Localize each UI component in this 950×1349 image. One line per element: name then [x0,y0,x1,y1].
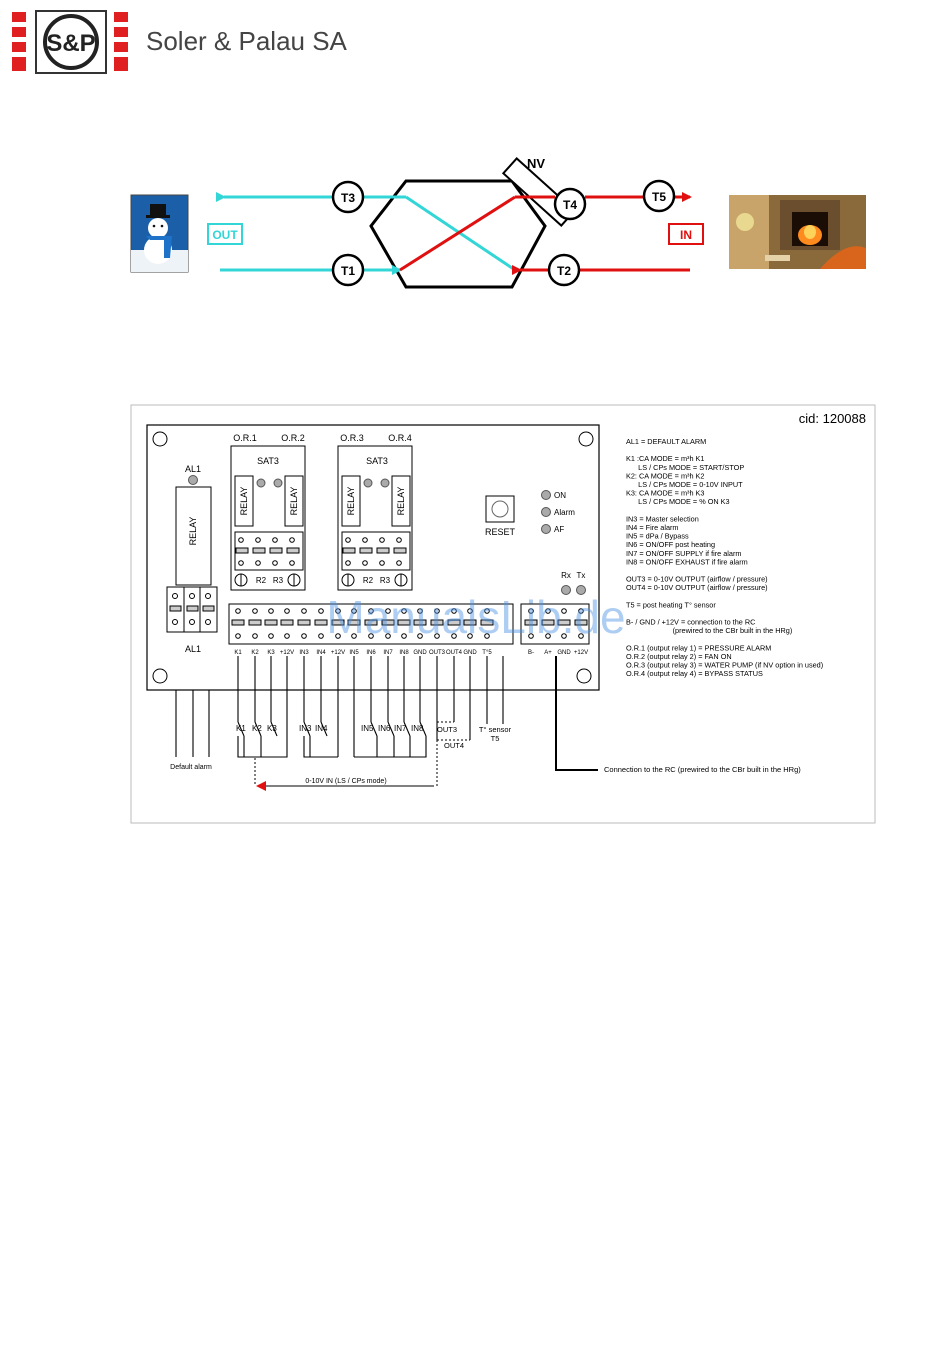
legend-line: O.R.4 (output relay 4) = BYPASS STATUS [626,669,763,679]
sensor-label: T° sensor [478,725,512,734]
watermark: ManualsLib.de [326,591,626,643]
cid-label: cid: 120088 [798,411,866,426]
terminal-label: OUT4 [445,650,463,656]
legend-line: K1 :CA MODE = m³h K1 [626,454,705,464]
sensor-t4 [555,189,585,219]
legend-line: IN6 = ON/OFF post heating [626,540,716,550]
terminal-label: IN7 [383,650,393,656]
terminal-label: IN3 [299,650,309,656]
legend-line: LS / CPs MODE = START/STOP [626,462,745,472]
legend-line: (prewired to the CBr built in the HRg) [626,626,793,636]
or2-label: O.R.2 [281,433,305,443]
or3-label: O.R.3 [340,433,364,443]
legend-line: OUT3 = 0-10V OUTPUT (airflow / pressure) [626,574,768,584]
svg-text:K1: K1 [236,724,246,733]
terminal-label: B- [528,650,534,656]
sensor-t1 [333,255,363,285]
logo-text: S&P [46,30,96,57]
terminal-clamp [298,620,310,625]
legend-line: IN4 = Fire alarm [626,523,679,532]
company-logo [12,11,128,73]
terminal-label: IN8 [399,650,409,656]
terminal-label: A+ [544,650,552,656]
svg-text:T3: T3 [340,191,356,205]
legend-line: K2: CA MODE = m³h K2 [626,471,705,481]
sensor-t5-label: T5 [490,734,500,743]
terminal-clamp [281,620,293,625]
legend-line: IN8 = ON/OFF EXHAUST if fire alarm [626,557,748,567]
terminal-clamp [315,620,327,625]
svg-text:IN3: IN3 [299,724,312,733]
out3-wiring-label: OUT3 [436,725,458,734]
legend-line: O.R.2 (output relay 2) = FAN ON [626,652,732,661]
svg-text:RELAY: RELAY [346,486,356,516]
terminal-label: GND [463,650,477,656]
svg-text:IN8: IN8 [411,724,424,733]
terminal-label: IN5 [349,650,359,656]
svg-text:K2: K2 [252,724,262,733]
nv-label: NV [527,156,546,171]
legend-line: LS / CPs MODE = % ON K3 [626,497,730,507]
sensor-t2 [549,255,579,285]
terminal-label: OUT3 [428,650,446,656]
terminal-clamp [249,620,261,625]
or4-label: O.R.4 [388,433,412,443]
svg-text:R3: R3 [272,576,284,585]
svg-text:RELAY: RELAY [239,486,249,516]
terminal-label: +12V [330,650,346,656]
legend-line: T5 = post heating T° sensor [626,600,716,610]
terminal-label: T°5 [482,650,492,656]
svg-text:T5: T5 [651,190,667,204]
legend-line: IN5 = dPa / Bypass [626,531,689,541]
terminal-clamp [265,620,277,625]
input-range-label: 0-10V IN (LS / CPs mode) [305,778,387,785]
snowman-image [131,195,188,272]
rc-connection-label: Connection to the RC (prewired to the CBr built in the HRg) [604,765,801,774]
legend-line: IN3 = Master selection [626,514,699,524]
default-alarm-label: Default alarm [170,764,212,771]
terminal-label: GND [413,650,427,656]
legend-line: O.R.1 (output relay 1) = PRESSURE ALARM [626,643,772,653]
reset-label: RESET [484,527,516,537]
led-alarm-label: Alarm [554,508,575,517]
out-label: OUT [212,228,238,242]
svg-text:RELAY: RELAY [289,486,299,516]
svg-text:R2: R2 [255,576,267,585]
terminal-clamp [232,620,244,625]
in-label: IN [680,228,692,242]
terminal-label: K1 [234,650,242,656]
svg-text:IN5: IN5 [361,724,374,733]
terminal-label: IN4 [316,650,326,656]
led-af-label: AF [554,525,565,534]
svg-text:IN7: IN7 [394,724,407,733]
al1-relay-label: RELAY [188,516,198,546]
legend-line: K3: CA MODE = m³h K3 [626,488,705,498]
svg-text:R3: R3 [379,576,391,585]
company-name: Soler & Palau SA [146,26,347,56]
legend-line: OUT4 = 0-10V OUTPUT (airflow / pressure) [626,583,768,593]
terminal-label: K3 [267,650,275,656]
svg-text:T4: T4 [562,198,578,212]
terminal-label: +12V [573,650,589,656]
sat3-label-1: SAT3 [257,456,279,466]
sat3-label-2: SAT3 [366,456,388,466]
rx-label: Rx [561,571,571,580]
or1-label: O.R.1 [233,433,257,443]
board-diagram [131,405,875,823]
svg-text:T1: T1 [340,264,356,278]
svg-text:R2: R2 [362,576,374,585]
legend-line: AL1 = DEFAULT ALARM [626,437,707,446]
out4-wiring-label: OUT4 [443,741,465,750]
terminal-label: IN6 [366,650,376,656]
sensor-t5 [644,181,674,211]
al1-top-label: AL1 [184,464,202,474]
svg-text:K3: K3 [267,724,277,733]
svg-text:T2: T2 [556,264,572,278]
legend-line: IN7 = ON/OFF SUPPLY if fire alarm [626,548,742,558]
al1-bottom-label: AL1 [184,644,202,654]
terminal-label: K2 [251,650,259,656]
svg-text:IN4: IN4 [315,724,328,733]
terminal-label: +12V [279,650,295,656]
sensor-t3 [333,182,363,212]
terminal-label: GND [557,650,571,656]
legend-line: O.R.3 (output relay 3) = WATER PUMP (if NV option in used) [626,660,824,670]
led-on-label: ON [554,491,566,500]
legend-line: LS / CPs MODE = 0-10V INPUT [626,480,743,489]
tx-label: Tx [576,571,586,580]
svg-text:IN6: IN6 [378,724,391,733]
legend-line: B- / GND / +12V = connection to the RC [626,617,756,627]
airflow-schematic [131,156,866,287]
fireplace-image [729,195,866,269]
svg-text:RELAY: RELAY [396,486,406,516]
